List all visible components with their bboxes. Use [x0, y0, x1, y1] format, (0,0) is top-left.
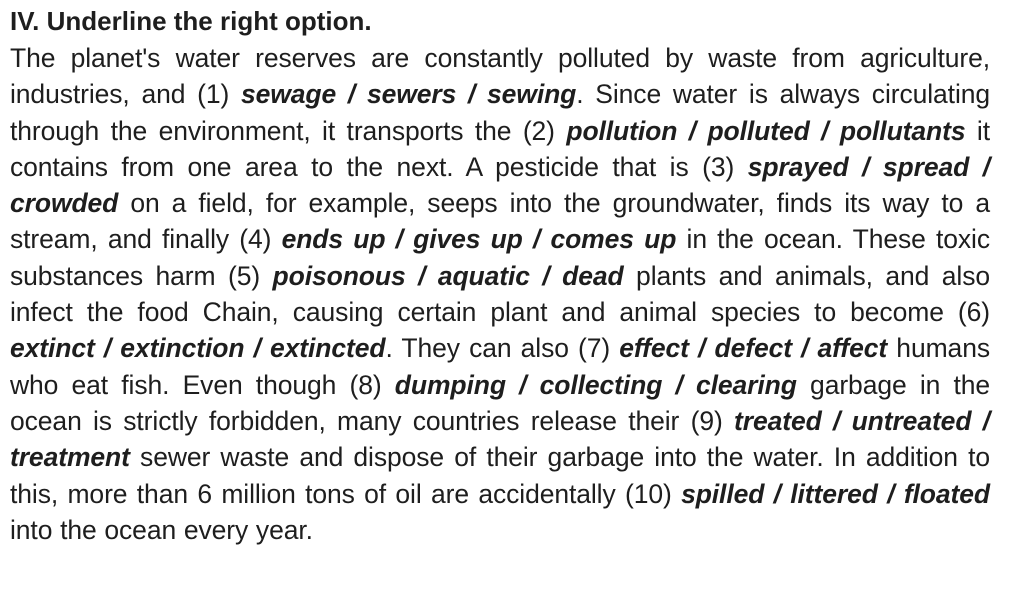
passage-text: sewer waste and dispose of their garbage into the water. In addition to this, more than 6 million tons of oil are accidentally (10): [10, 442, 990, 509]
answer-options-3[interactable]: sprayed / spread / crowded: [10, 151, 990, 219]
passage-text: it contains from one area to the next. A pesticide that is (3): [10, 115, 990, 182]
answer-options-10[interactable]: spilled / littered / floated: [681, 478, 990, 509]
answer-options-7[interactable]: effect / defect / affect: [619, 333, 888, 364]
answer-options-2[interactable]: pollution / polluted / pollutants: [566, 115, 966, 146]
passage-text: . Since water is always circulating through the environment, it transports the (2): [10, 79, 991, 146]
answer-options-8[interactable]: dumping / collecting / clearing: [394, 369, 797, 400]
passage-text: The planet's water reserves are constantly polluted by waste from agriculture, industries, and (1): [10, 43, 990, 110]
passage-text: plants and animals, and also infect the food Chain, causing certain plant and animal species to become (6): [10, 260, 990, 328]
exercise-heading: IV. Underline the right option.: [10, 6, 372, 36]
passage-text: garbage in the ocean is strictly forbidden, many countries release their (9): [10, 369, 990, 436]
exercise-passage: [10, 40, 990, 548]
passage-text: into the ocean every year.: [10, 514, 313, 545]
passage-text: . They can also (7): [385, 333, 620, 364]
answer-options-6[interactable]: extinct / extinction / extincted: [10, 333, 386, 364]
passage-text: on a field, for example, seeps into the groundwater, finds its way to a stream, and finally (4): [10, 188, 990, 255]
answer-options-4[interactable]: ends up / gives up / comes up: [281, 224, 677, 255]
answer-options-1[interactable]: sewage / sewers / sewing: [241, 79, 577, 110]
answer-options-9[interactable]: treated / untreated / treatment: [10, 405, 990, 473]
passage-text: in the ocean. These toxic substances harm (5): [10, 224, 990, 291]
passage-text: humans who eat fish. Even though (8): [10, 333, 990, 400]
answer-options-5[interactable]: poisonous / aquatic / dead: [272, 260, 624, 291]
